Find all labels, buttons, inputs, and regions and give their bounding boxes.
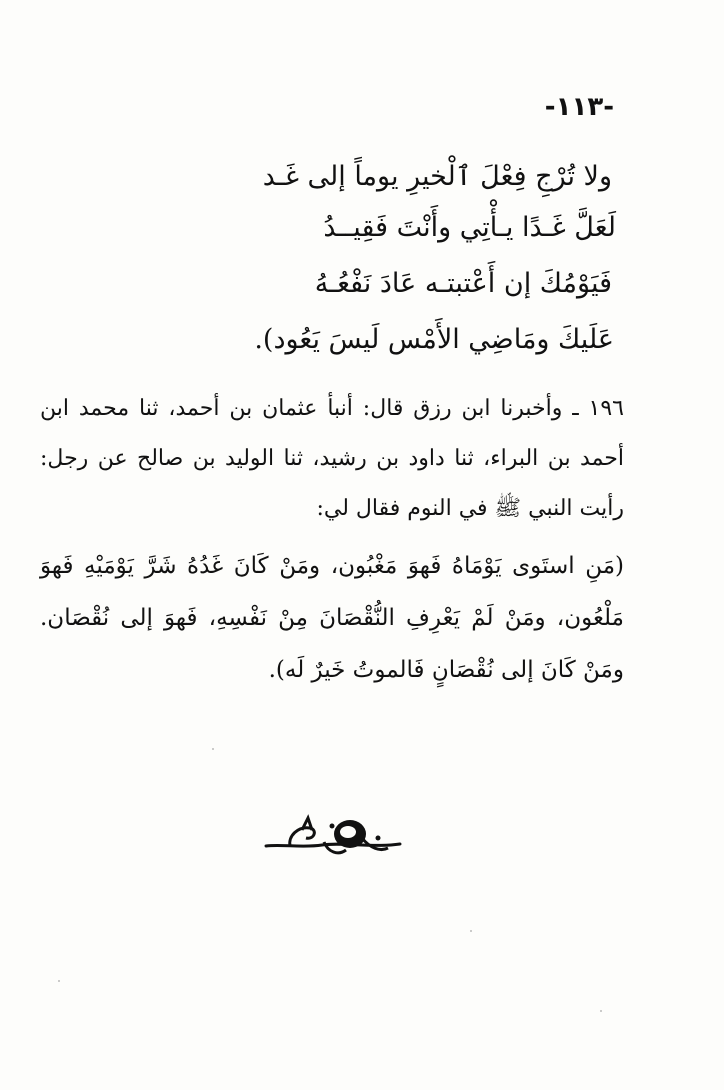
poem-verse-2: لَعَلَّ غَـدًا يـأْتِي وأَنْتَ فَقِيــدُ [323, 212, 616, 243]
page-number: -١١٣- [544, 92, 614, 122]
paper-speck [212, 748, 214, 750]
paper-speck [470, 930, 472, 932]
paper-speck [58, 980, 60, 982]
paper-speck [600, 1010, 602, 1012]
poem-verse-3: فَيَوْمُكَ إن أَعْتبتـه عَادَ نَفْعُـهُ [314, 268, 612, 299]
poem-verse-4: عَلَيكَ ومَاضِي الأَمْس لَيسَ يَعُود). [254, 324, 614, 355]
calligraphic-divider-icon [262, 808, 404, 868]
narration-196: ١٩٦ ـ وأخبرنا ابن رزق قال: أنبأ عثمان بن أحمد، ثنا محمد ابن أحمد بن البراء، ثنا داود بن رشيد، ثنا الوليد بن صالح عن رجل: رأيت النبي ﷺ في النوم فقال لي: [40, 396, 624, 521]
poem-verse-1: ولا تُرْجِ فِعْلَ ٱلْخيرِ يوماً إلى غَـد [262, 161, 612, 192]
hadith-text: (مَنِ استَوى يَوْمَاهُ فَهوَ مَغْبُون، ومَنْ كَانَ غَدُهُ شَرَّ يَوْمَيْهِ فَهوَ مَلْعُون، ومَنْ لَمْ يَعْرِفِ النُّقْصَانَ مِنْ نَفْسِهِ، فَهوَ إلى نُقْصَان. ومَنْ كَانَ إلى نُقْصَانٍ فَالموتُ خَيرٌ لَه). [40, 553, 624, 683]
